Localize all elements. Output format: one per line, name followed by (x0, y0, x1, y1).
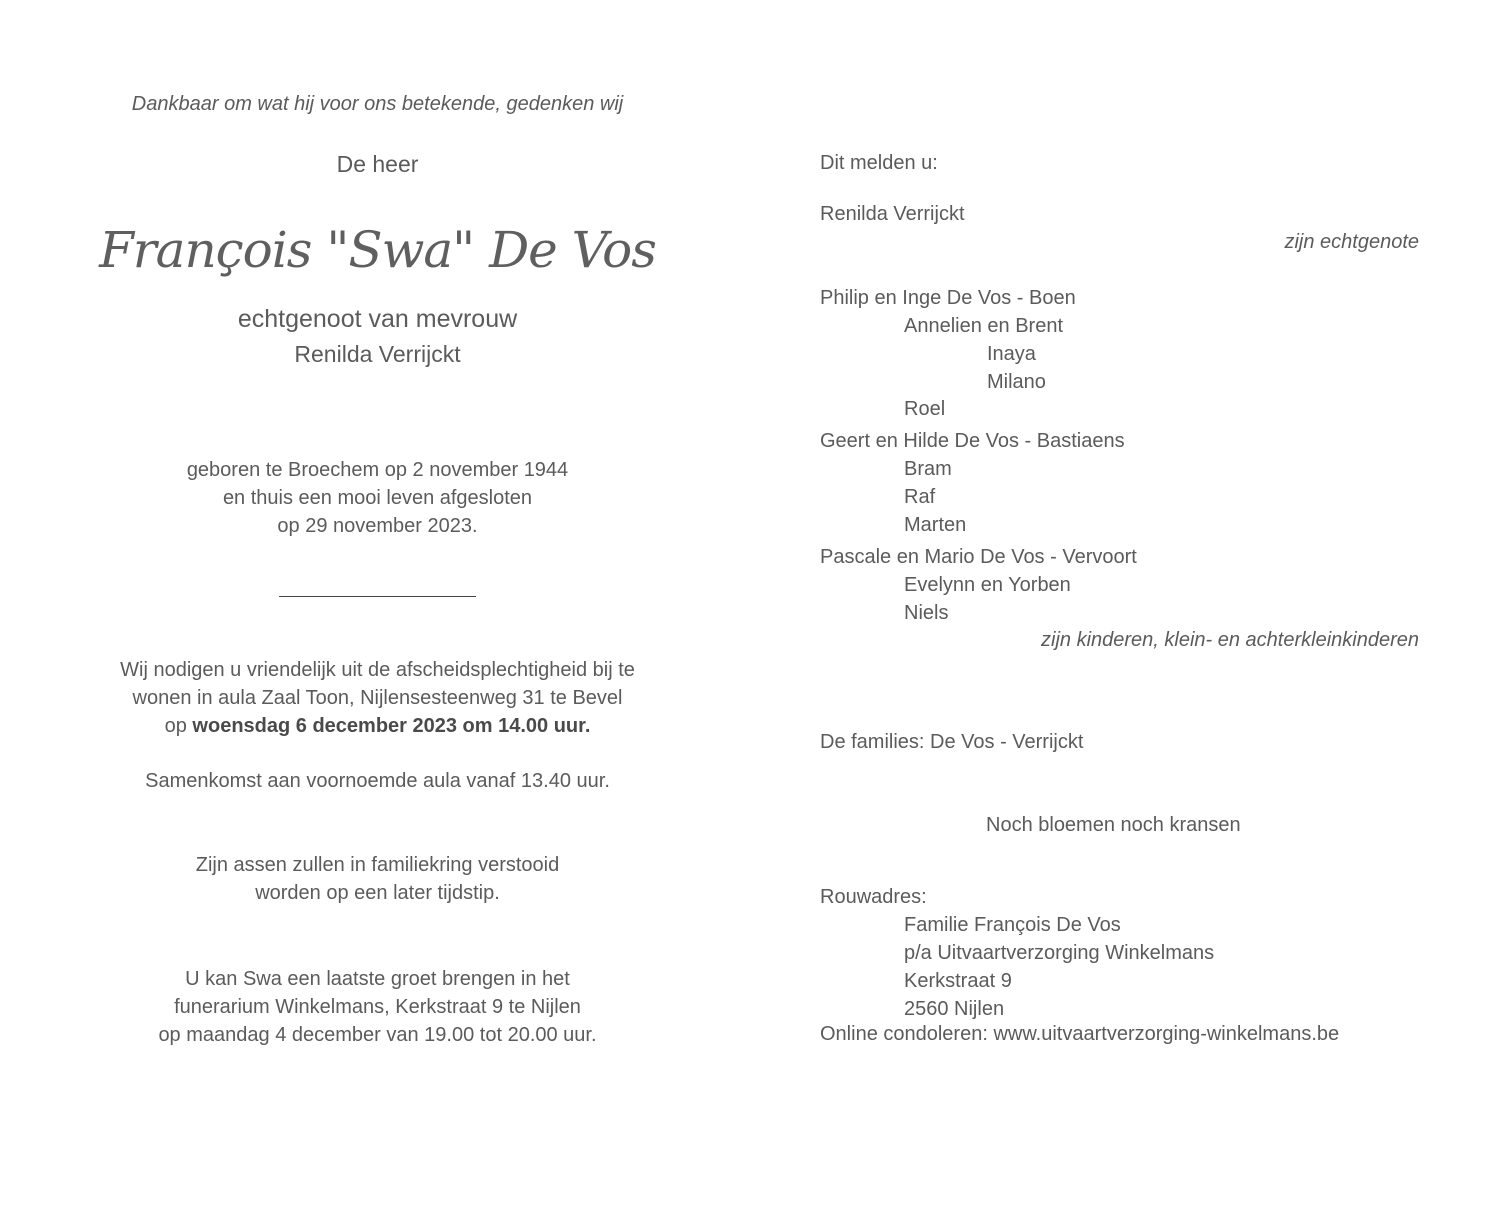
spouse-name: Renilda Verrijckt (820, 203, 965, 225)
born-line-2: en thuis een mooi leven afgesloten (222, 487, 533, 509)
family2-child-2: Raf (904, 486, 936, 508)
gathering-text: Samenkomst aan voornoemde aula vanaf 13.40 uur. (145, 770, 610, 792)
visit-line-3: op maandag 4 december van 19.00 tot 20.00 uur. (158, 1024, 597, 1046)
invite-line-1: Wij nodigen u vriendelijk uit de afscheidsplechtigheid bij te (120, 659, 635, 681)
ceremony-datetime: woensdag 6 december 2023 om 14.00 uur. (192, 715, 591, 737)
ashes-line-2: worden op een later tijdstip. (255, 882, 500, 904)
family1-child-1: Annelien en Brent (904, 315, 1064, 337)
family2-child-3: Marten (904, 514, 967, 536)
born-line-1: geboren te Broechem op 2 november 1944 (186, 459, 569, 481)
family2-head: Geert en Hilde De Vos - Bastiaens (820, 430, 1125, 452)
deceased-name: François "Swa" De Vos (99, 221, 656, 279)
born-line-3: op 29 november 2023. (277, 515, 478, 537)
title-de-heer: De heer (336, 151, 419, 177)
address-line-1: Familie François De Vos (904, 914, 1121, 936)
family1-child-2: Roel (904, 398, 946, 420)
visit-line-1: U kan Swa een laatste groet brengen in het (185, 968, 570, 990)
online-condolence: Online condoleren: www.uitvaartverzorging-winkelmans.be (820, 1023, 1340, 1045)
address-line-2: p/a Uitvaartverzorging Winkelmans (904, 942, 1215, 964)
family3-child-1: Evelynn en Yorben (904, 574, 1071, 596)
address-line-4: 2560 Nijlen (904, 998, 1005, 1020)
family1-grandchild-2: Milano (987, 371, 1046, 393)
family3-child-2: Niels (904, 602, 949, 624)
divider-line (279, 596, 476, 597)
address-line-3: Kerkstraat 9 (904, 970, 1012, 992)
visit-line-2: funerarium Winkelmans, Kerkstraat 9 te Nijlen (174, 996, 581, 1018)
address-label: Rouwadres: (820, 886, 927, 908)
no-flowers-text: Noch bloemen noch kransen (986, 814, 1241, 836)
spouse-role: zijn echtgenote (1284, 231, 1419, 253)
family1-grandchild-1: Inaya (987, 343, 1036, 365)
announce-text: Dit melden u: (820, 152, 938, 174)
families-text: De families: De Vos - Verrijckt (820, 731, 1084, 753)
family3-head: Pascale en Mario De Vos - Vervoort (820, 546, 1137, 568)
family1-head: Philip en Inge De Vos - Boen (820, 287, 1076, 309)
spouse-line-1: echtgenoot van mevrouw (237, 305, 518, 333)
invite-line-2: wonen in aula Zaal Toon, Nijlensesteenweg 31 te Bevel (132, 687, 623, 709)
spouse-line-2: Renilda Verrijckt (294, 341, 461, 367)
children-role: zijn kinderen, klein- en achterkleinkinderen (1041, 629, 1419, 651)
intro-text: Dankbaar om wat hij voor ons betekende, gedenken wij (131, 93, 624, 115)
invite-prefix: op (164, 715, 193, 737)
invite-line-3 (0, 712, 755, 740)
family2-child-1: Bram (904, 458, 952, 480)
ashes-line-1: Zijn assen zullen in familiekring verstooid (195, 854, 560, 876)
